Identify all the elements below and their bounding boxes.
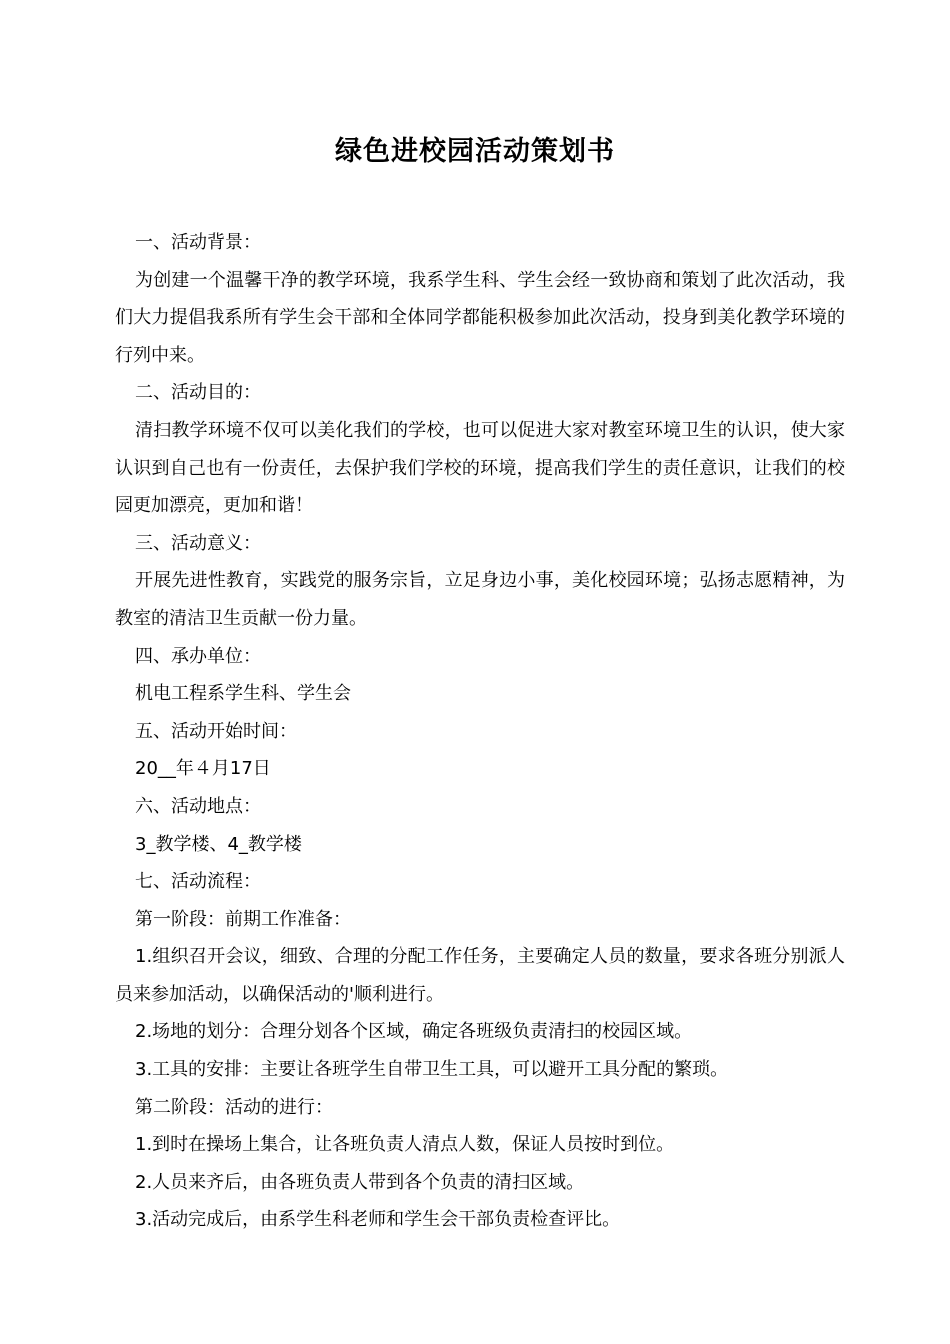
paragraph-organizer: 机电工程系学生科、学生会 [135, 683, 351, 705]
section-heading-start-time: 五、活动开始时间： [135, 720, 297, 742]
stage-one-item-1: 1.组织召开会议，细致、合理的分配工作任务，主要确定人员的数量，要求各班分别派人员来参加活动，以确保活动的'顺利进行。 [115, 946, 845, 1005]
stage-two-item-2: 2.人员来齐后，由各班负责人带到各个负责的清扫区域。 [135, 1171, 585, 1193]
paragraph-purpose: 清扫教学环境不仅可以美化我们的学校，也可以促进大家对教室环境卫生的认识，使大家认识到自己也有一份责任，去保护我们学校的环境，提高我们学生的责任意识，让我们的校园更加漂亮，更加和谐！ [115, 419, 845, 517]
section-heading-significance: 三、活动意义： [135, 532, 261, 554]
paragraph-significance: 开展先进性教育，实践党的服务宗旨，立足身边小事，美化校园环境；弘扬志愿精神，为教室的清洁卫生贡献一份力量。 [115, 570, 845, 629]
stage-two-item-3: 3.活动完成后，由系学生科老师和学生会干部负责检查评比。 [135, 1209, 621, 1231]
document-title: 绿色进校园活动策划书 [335, 136, 615, 167]
section-heading-organizer: 四、承办单位： [135, 645, 261, 667]
section-heading-background: 一、活动背景： [135, 232, 261, 253]
stage-one-heading: 第一阶段：前期工作准备： [135, 908, 351, 930]
paragraph-start-time: 20__年４月17日 [135, 758, 271, 780]
stage-one-item-3: 3.工具的安排：主要让各班学生自带卫生工具，可以避开工具分配的繁琐。 [135, 1059, 729, 1081]
paragraph-background: 为创建一个温馨干净的教学环境，我系学生科、学生会经一致协商和策划了此次活动，我们大力提倡我系所有学生会干部和全体同学都能积极参加此次活动，投身到美化教学环境的行列中来。 [115, 269, 845, 366]
document-body [115, 224, 845, 1239]
section-heading-process: 七、活动流程： [135, 871, 261, 893]
stage-two-item-1: 1.到时在操场上集合，让各班负责人清点人数，保证人员按时到位。 [135, 1134, 675, 1156]
section-heading-location: 六、活动地点： [135, 795, 261, 817]
stage-two-heading: 第二阶段：活动的进行： [135, 1096, 333, 1118]
paragraph-location: 3_教学楼、4_教学楼 [135, 833, 302, 855]
section-heading-purpose: 二、活动目的： [135, 382, 261, 404]
stage-one-item-2: 2.场地的划分：合理分划各个区域，确定各班级负责清扫的校园区域。 [135, 1021, 693, 1043]
